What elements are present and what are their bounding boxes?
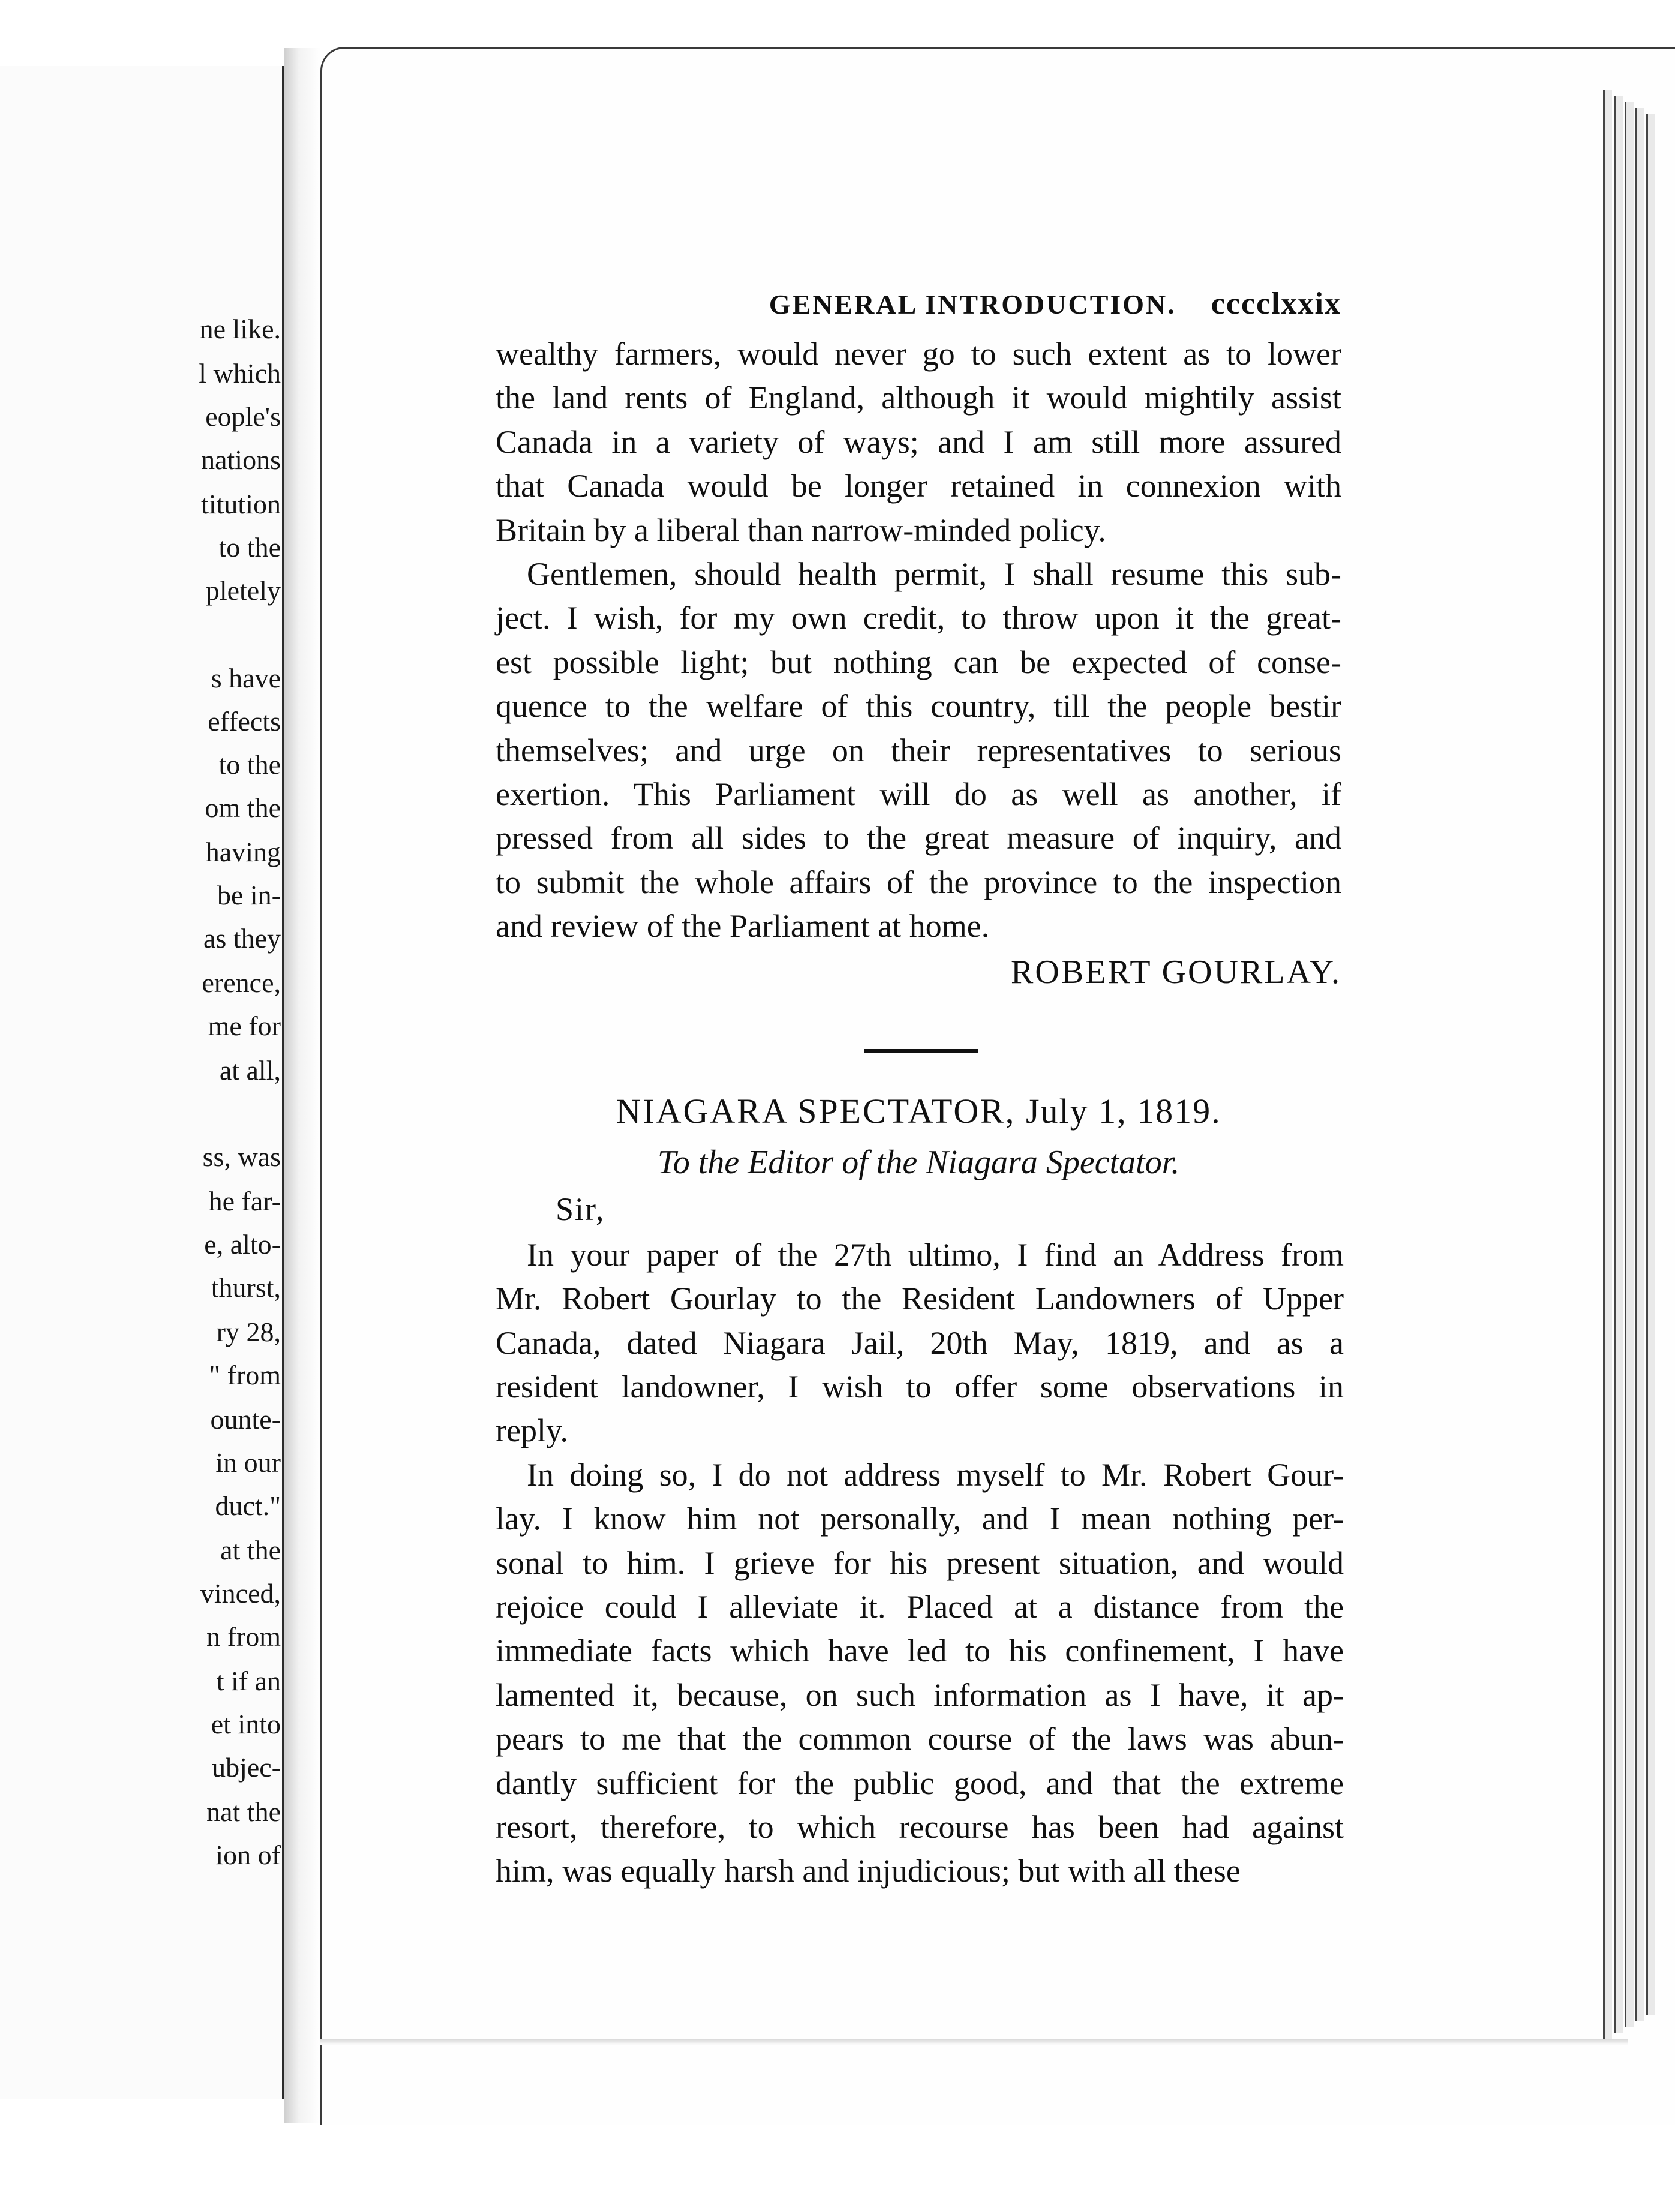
left-page-line: to the [218, 749, 281, 780]
running-head [496, 282, 1341, 330]
left-page-line: vinced, [200, 1578, 281, 1609]
fore-edge-4 [1635, 108, 1644, 2021]
text-line: Canada in a variety of ways; and I am still more assured [496, 423, 1341, 460]
left-page-line: effects [208, 706, 281, 737]
left-page-line: he far- [208, 1186, 281, 1216]
section-rule [864, 1049, 978, 1053]
page-content [496, 282, 1344, 1894]
text-line: dantly sufficient for the public good, and that the extreme [496, 1765, 1344, 1801]
text-line: that Canada would be longer retained in connexion with [496, 468, 1341, 504]
text-line: lay. I know him not personally, and I mean nothing per- [496, 1501, 1344, 1537]
text-line: wealthy farmers, would never go to such extent as to lower [496, 336, 1341, 372]
text-line: quence to the welfare of this country, till the people bestir [496, 688, 1341, 725]
text-line: est possible light; but nothing can be expected of conse- [496, 644, 1341, 680]
text-line: sonal to him. I grieve for his present situation, and would [496, 1544, 1344, 1581]
fore-edge-3 [1625, 102, 1634, 2027]
signature: ROBERT GOURLAY. [1011, 954, 1341, 991]
text-line: the land rents of England, although it would mightily assist [496, 380, 1341, 416]
left-page-line: me for [208, 1011, 281, 1041]
text-line: resort, therefore, to which recourse has been had against [496, 1808, 1344, 1845]
left-page-line: nations [201, 444, 281, 475]
text-line: pressed from all sides to the great measure of inquiry, and [496, 820, 1341, 856]
left-page-line: pletely [205, 575, 281, 606]
editor-address: To the Editor of the Niagara Spectator. [657, 1143, 1180, 1181]
left-page-line: om the [205, 792, 281, 823]
left-page-line: et into [211, 1709, 281, 1739]
newspaper-heading [496, 1089, 1341, 1137]
text-line: Britain by a liberal than narrow-minded policy. [496, 512, 1106, 548]
left-page-line: s have [211, 663, 281, 693]
text-line: themselves; and urge on their representatives to serious [496, 732, 1341, 768]
salutation: Sir, [556, 1191, 605, 1227]
left-page-line: t if an [216, 1666, 281, 1696]
book-gutter [284, 48, 320, 2123]
left-page-line: " from [209, 1360, 281, 1390]
left-page-line: ne like. [199, 314, 281, 344]
left-page-line: erence, [202, 967, 281, 998]
text-line: Mr. Robert Gourlay to the Resident Landowners of Upper [496, 1281, 1344, 1317]
text-line: In your paper of the 27th ultimo, I find an Address from [527, 1236, 1344, 1273]
left-page-line: duct." [215, 1490, 281, 1521]
left-page-line: having [205, 837, 281, 867]
left-page-line: nat the [206, 1796, 281, 1827]
page-number: cccclxxix [1211, 287, 1341, 321]
fore-edge-5 [1646, 114, 1655, 2015]
left-page-line: be in- [217, 880, 281, 910]
left-page [0, 66, 284, 2099]
left-page-line: in our [215, 1447, 281, 1478]
text-line: him, was equally harsh and injudicious; but with all these [496, 1853, 1241, 1889]
fore-edge-2 [1614, 96, 1623, 2033]
left-page-line: n from [206, 1621, 281, 1652]
text-line: exertion. This Parliament will do as well as another, if [496, 776, 1341, 812]
left-page-line: as they [203, 923, 281, 954]
left-page-line: at the [220, 1535, 281, 1565]
fore-edge-1 [1603, 90, 1612, 2039]
text-line: to submit the whole affairs of the province to the inspection [496, 864, 1341, 900]
text-line: immediate facts which have led to his confinement, I have [496, 1633, 1344, 1669]
text-line: In doing so, I do not address myself to Mr. Robert Gour- [527, 1456, 1344, 1493]
text-line: and review of the Parliament at home. [496, 908, 990, 945]
text-line: resident landowner, I wish to offer some observations in [496, 1369, 1344, 1405]
paragraph-3 [496, 1233, 1344, 1453]
left-page-line: thurst, [211, 1272, 281, 1303]
newspaper-date: July 1, 1819. [1025, 1091, 1221, 1131]
left-page-line: ion of [215, 1840, 281, 1870]
text-line: lamented it, because, on such information as I have, it ap- [496, 1676, 1344, 1713]
running-head-title: GENERAL INTRODUCTION. [769, 289, 1176, 320]
text-line: reply. [496, 1412, 568, 1449]
left-page-line: eople's [205, 401, 281, 432]
text-line: Gentlemen, should health permit, I shall resume this sub- [527, 555, 1341, 592]
paragraph-2 [496, 552, 1341, 949]
text-line: rejoice could I alleviate it. Placed at a distance from the [496, 1588, 1344, 1625]
newspaper-title: NIAGARA SPECTATOR, [616, 1091, 1016, 1131]
left-page-line: ubjec- [212, 1752, 281, 1783]
left-page-line: titution [201, 489, 281, 519]
left-page-line: to the [218, 532, 281, 563]
left-page-line: ounte- [210, 1404, 281, 1435]
text-line: ject. I wish, for my own credit, to throw upon it the great- [496, 600, 1341, 636]
left-page-line: ry 28, [216, 1317, 281, 1347]
text-line: Canada, dated Niagara Jail, 20th May, 1819, and as a [496, 1324, 1344, 1361]
text-line: pears to me that the common course of the laws was abun- [496, 1721, 1344, 1757]
left-page-line: ss, was [202, 1141, 281, 1172]
left-page-line: l which [199, 358, 281, 389]
left-page-line: e, alto- [204, 1229, 281, 1260]
left-page-line: at all, [219, 1055, 281, 1086]
paragraph-4 [496, 1453, 1344, 1894]
paragraph-1 [496, 332, 1341, 552]
page-bottom-shadow [320, 2039, 1628, 2045]
